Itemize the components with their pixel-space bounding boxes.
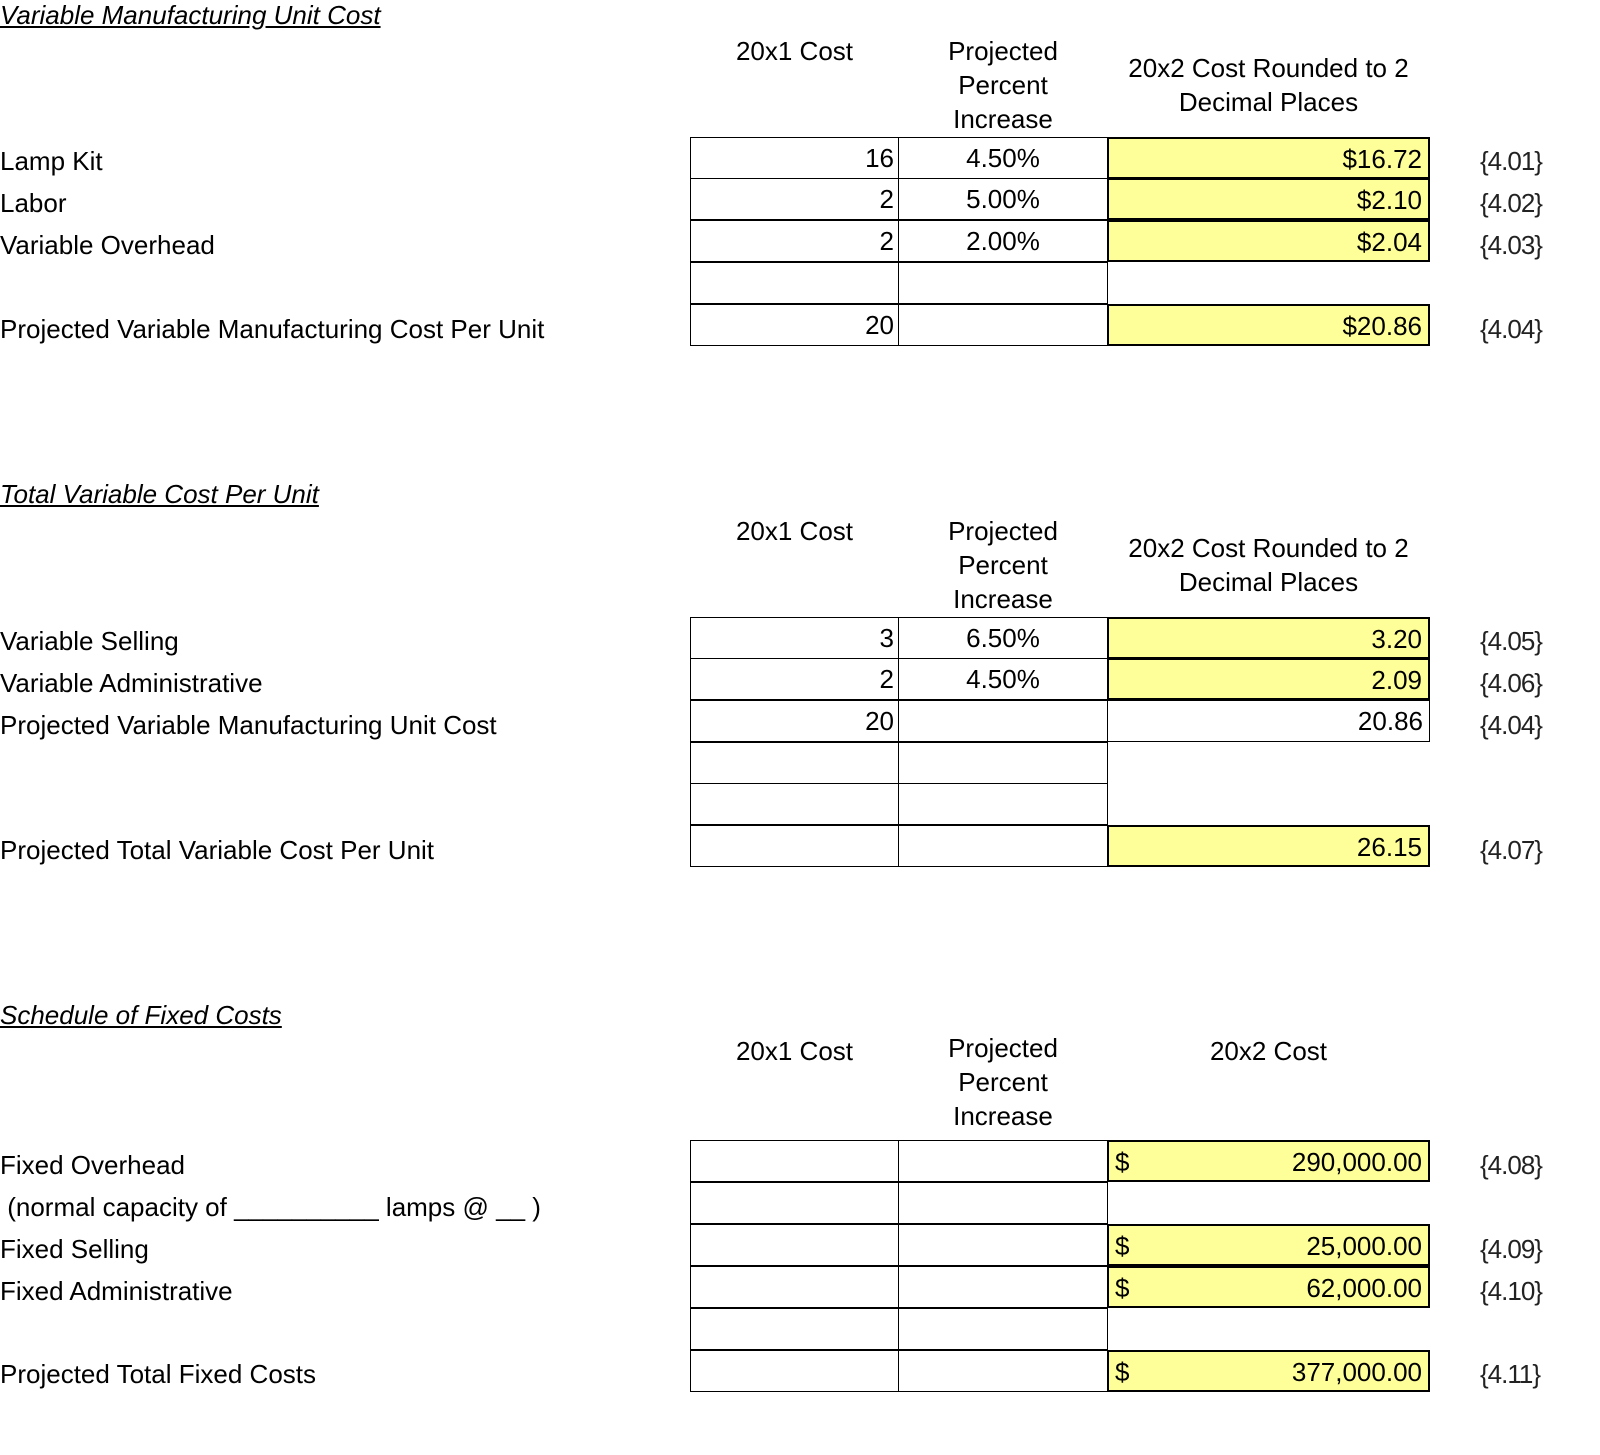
s1-cell-20x2[interactable]: $2.10	[1107, 178, 1430, 220]
s3-row-label-capacity-note: (normal capacity of __________ lamps @ __ )	[0, 1192, 541, 1222]
s3-cell-20x2[interactable]	[1107, 1140, 1430, 1182]
s1-header-line: Increase	[953, 104, 1053, 134]
s1-ref: {4.01}	[1480, 146, 1542, 176]
s3-cell-value: 62,000.00	[1306, 1273, 1422, 1303]
s3-cell-20x1[interactable]	[690, 1350, 899, 1392]
s3-cell-20x1[interactable]	[690, 1140, 899, 1182]
s2-cell-percent[interactable]: 4.50%	[898, 658, 1108, 700]
s3-cell-blank[interactable]	[690, 1182, 899, 1224]
s2-cell-20x1[interactable]: 3	[690, 617, 899, 659]
s1-cell-percent[interactable]: 5.00%	[898, 178, 1108, 220]
s2-ref: {4.06}	[1480, 668, 1542, 698]
s2-cell-percent[interactable]	[898, 700, 1108, 742]
s2-row-label: Projected Total Variable Cost Per Unit	[0, 835, 435, 865]
s2-row-label: Projected Variable Manufacturing Unit Cost	[0, 710, 497, 740]
s2-cell-blank[interactable]	[898, 742, 1108, 784]
s3-header-projected-percent	[898, 1031, 1108, 1133]
s3-cell-20x1[interactable]	[690, 1224, 899, 1266]
s1-row-label: Labor	[0, 188, 67, 218]
s1-header-line: 20x2 Cost Rounded to 2	[1128, 53, 1409, 83]
s1-row-label: Variable Overhead	[0, 230, 215, 260]
s3-cell-20x2[interactable]	[1107, 1350, 1430, 1392]
s2-header-line: 20x2 Cost Rounded to 2	[1128, 533, 1409, 563]
s1-cell-20x1[interactable]: 2	[690, 220, 899, 262]
s2-cell-20x2[interactable]: 26.15	[1107, 825, 1430, 867]
s1-cell-20x2[interactable]: $20.86	[1107, 304, 1430, 346]
s3-cell-blank[interactable]	[898, 1308, 1108, 1350]
s1-header-projected-percent	[898, 34, 1108, 136]
s2-ref: {4.07}	[1480, 835, 1542, 865]
s1-cell-blank[interactable]	[690, 262, 899, 304]
s3-cell-percent[interactable]	[898, 1350, 1108, 1392]
s1-cell-20x1[interactable]: 2	[690, 178, 899, 220]
s2-row-label: Variable Administrative	[0, 668, 263, 698]
s2-row-label: Variable Selling	[0, 626, 179, 656]
s2-cell-percent[interactable]: 6.50%	[898, 617, 1108, 659]
currency-symbol: $	[1115, 1147, 1130, 1177]
s3-cell-blank[interactable]	[690, 1308, 899, 1350]
s3-cell-blank[interactable]	[898, 1182, 1108, 1224]
s1-header-line: Decimal Places	[1178, 87, 1359, 117]
s2-cell-20x2[interactable]: 20.86	[1107, 700, 1430, 742]
s3-cell-20x2[interactable]	[1107, 1224, 1430, 1266]
s3-cell-20x2[interactable]	[1107, 1266, 1430, 1308]
s1-cell-blank[interactable]	[898, 262, 1108, 304]
s1-cell-percent[interactable]: 2.00%	[898, 220, 1108, 262]
s1-cell-percent[interactable]	[898, 304, 1108, 346]
s2-ref: {4.04}	[1480, 710, 1542, 740]
s3-row-label: Fixed Selling	[0, 1234, 149, 1264]
s2-header-projected-percent	[898, 514, 1108, 616]
s1-row-label: Lamp Kit	[0, 146, 103, 176]
s1-header-20x2-cost	[1107, 51, 1430, 119]
s2-cell-blank[interactable]	[898, 783, 1108, 825]
s2-header-line: Increase	[953, 584, 1053, 614]
s1-row-label: Projected Variable Manufacturing Cost Per Unit	[0, 314, 545, 344]
s3-header-line: Projected	[948, 1033, 1058, 1063]
s3-row-label: Projected Total Fixed Costs	[0, 1359, 316, 1389]
s2-cell-20x1[interactable]: 20	[690, 700, 899, 742]
s2-cell-20x2[interactable]: 2.09	[1107, 658, 1430, 700]
currency-symbol: $	[1115, 1273, 1130, 1303]
s2-header-20x1-cost: 20x1 Cost	[735, 516, 854, 546]
s3-ref: {4.10}	[1480, 1276, 1542, 1306]
s3-cell-value: 290,000.00	[1291, 1147, 1422, 1177]
s3-ref: {4.11}	[1480, 1359, 1541, 1389]
s3-cell-percent[interactable]	[898, 1224, 1108, 1266]
s3-cell-value: 25,000.00	[1306, 1231, 1422, 1261]
s2-cell-percent[interactable]	[898, 825, 1108, 867]
s3-header-20x1-cost: 20x1 Cost	[735, 1036, 854, 1066]
s1-ref: {4.03}	[1480, 230, 1542, 260]
s3-cell-value: 377,000.00	[1291, 1357, 1422, 1387]
s2-cell-blank[interactable]	[690, 783, 899, 825]
section2-title: Total Variable Cost Per Unit	[0, 479, 319, 509]
s2-cell-20x1[interactable]: 2	[690, 658, 899, 700]
s1-header-line: Projected	[948, 36, 1058, 66]
section1-title: Variable Manufacturing Unit Cost	[0, 0, 381, 30]
s3-row-label: Fixed Overhead	[0, 1150, 185, 1180]
s1-cell-20x2[interactable]: $16.72	[1107, 137, 1430, 179]
s3-header-20x2-cost: 20x2 Cost	[1209, 1036, 1328, 1066]
s1-header-20x1-cost: 20x1 Cost	[735, 36, 854, 66]
s2-cell-blank[interactable]	[690, 742, 899, 784]
s3-cell-percent[interactable]	[898, 1266, 1108, 1308]
s3-header-line: Percent	[958, 1067, 1048, 1097]
s3-header-line: Increase	[953, 1101, 1053, 1131]
s2-cell-20x1[interactable]	[690, 825, 899, 867]
s1-cell-20x1[interactable]: 16	[690, 137, 899, 179]
s1-header-line: Percent	[958, 70, 1048, 100]
s1-cell-20x1[interactable]: 20	[690, 304, 899, 346]
s2-header-line: Decimal Places	[1178, 567, 1359, 597]
s2-header-20x2-cost	[1107, 531, 1430, 599]
s2-ref: {4.05}	[1480, 626, 1542, 656]
s1-cell-20x2[interactable]: $2.04	[1107, 220, 1430, 262]
currency-symbol: $	[1115, 1357, 1130, 1387]
s2-cell-20x2[interactable]: 3.20	[1107, 617, 1430, 659]
section3-title: Schedule of Fixed Costs	[0, 1000, 282, 1030]
s3-ref: {4.08}	[1480, 1150, 1542, 1180]
s1-ref: {4.02}	[1480, 188, 1542, 218]
currency-symbol: $	[1115, 1231, 1130, 1261]
s1-ref: {4.04}	[1480, 314, 1542, 344]
s3-cell-20x1[interactable]	[690, 1266, 899, 1308]
s2-header-line: Percent	[958, 550, 1048, 580]
s3-ref: {4.09}	[1480, 1234, 1542, 1264]
s3-row-label: Fixed Administrative	[0, 1276, 233, 1306]
s3-cell-percent[interactable]	[898, 1140, 1108, 1182]
s2-header-line: Projected	[948, 516, 1058, 546]
s1-cell-percent[interactable]: 4.50%	[898, 137, 1108, 179]
